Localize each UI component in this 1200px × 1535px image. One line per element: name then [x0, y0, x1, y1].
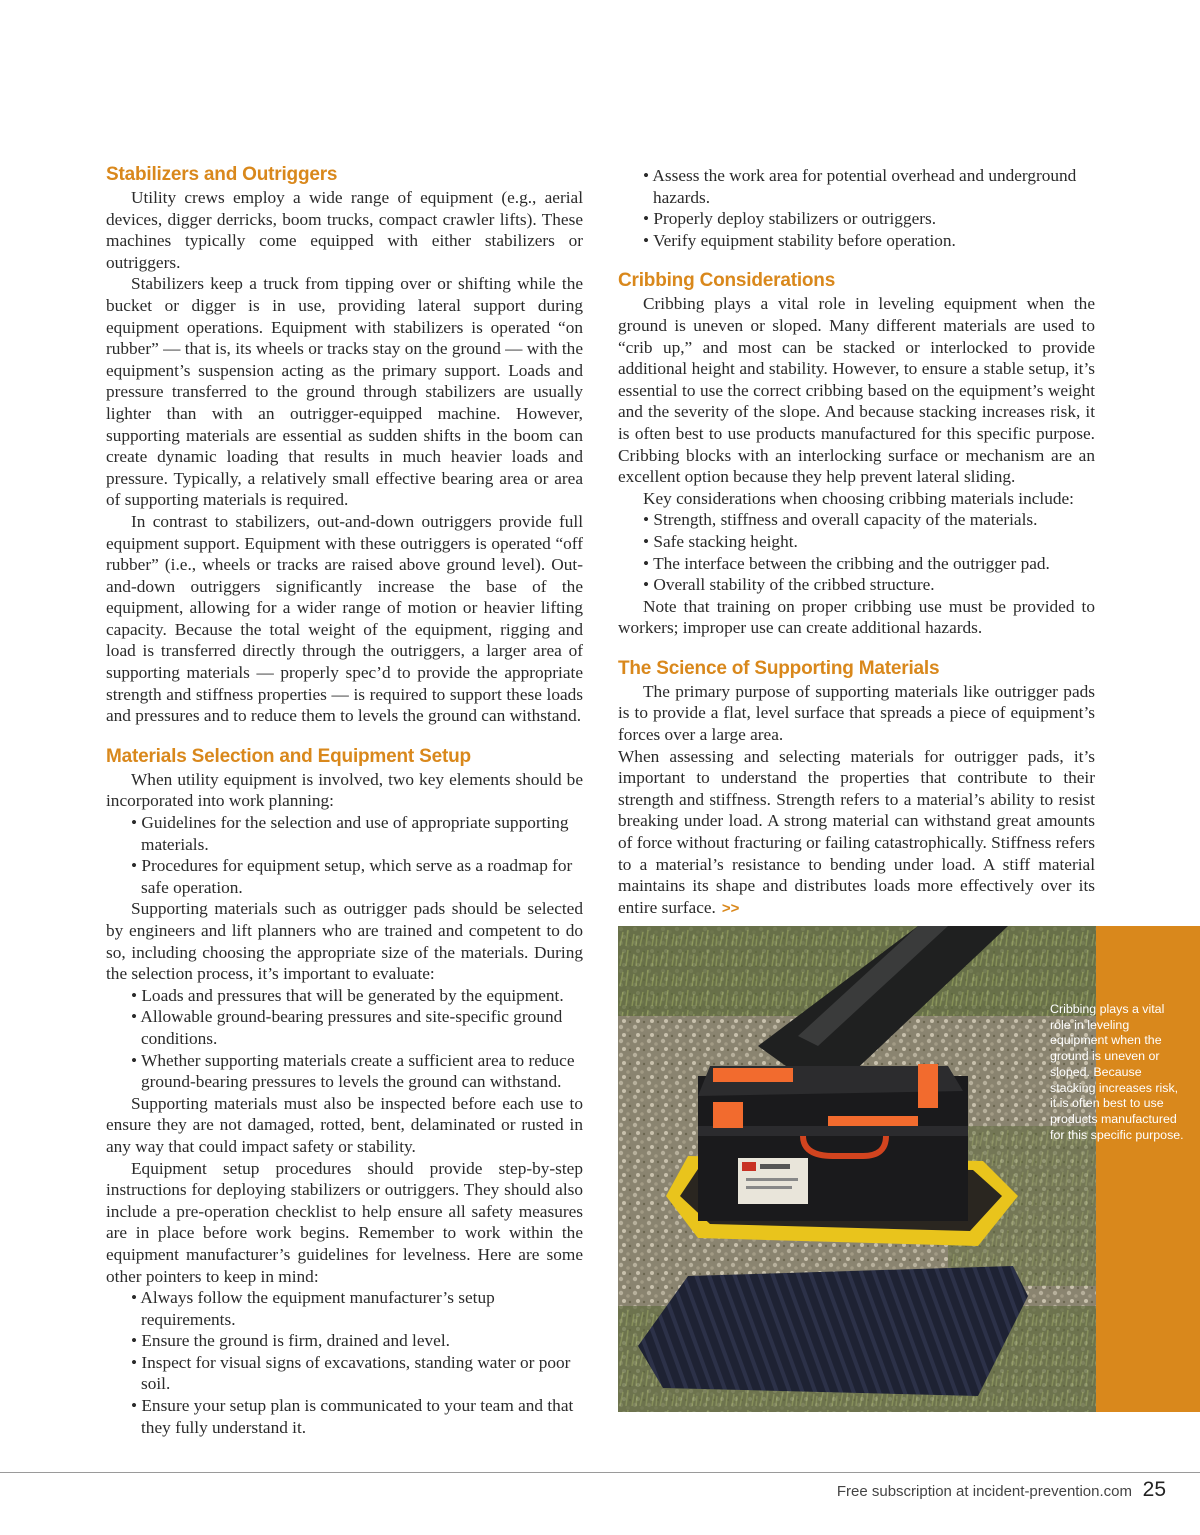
list-item: • Properly deploy stabilizers or outriggers. [618, 208, 1095, 230]
list-item: • Inspect for visual signs of excavations, standing water or poor soil. [106, 1352, 583, 1395]
photo-cribbing-outrigger [618, 926, 1096, 1412]
paragraph: Stabilizers keep a truck from tipping over or shifting while the bucket or digger is in use, providing lateral support during equipment operations. Equipment with stabilizers is operated “on rubber” — that is, its wheels or tracks stay on the ground — with the equipment’s suspension acting as the primary support. Loads and pressure transferred to the ground through stabilizers are usually lighter than with an outrigger-equipped machine. However, supporting materials are essential as sudden shifts in the boom can create dynamic loading that results in much heavier loads and pressure. Typically, a relatively small effective bearing area or area of supporting materials is required. [106, 274, 583, 510]
paragraph: In contrast to stabilizers, out-and-down outriggers provide full equipment support. Equipment with these outriggers is operated “off rubber” (i.e., wheels or tracks are raised above ground level). Out-and-down outriggers significantly increase the base of the equipment, allowing for a wider range of motion or heavier lifting capacity. Because the total weight of the equipment, rigging and load is transferred directly through the outriggers, a larger area of supporting materials — properly spec’d to provide the appropriate strength and stiffness properties — is required to support these loads and pressures and to reduce them to levels the ground can withstand. [106, 511, 583, 726]
paragraph: Supporting materials must also be inspected before each use to ensure they are not damaged, rotted, bent, delaminated or rusted in any way that could impact safety or stability. [106, 1093, 583, 1156]
paragraph: When assessing and selecting materials for outrigger pads, it’s important to understand the properties that contribute to their strength and stiffness. Strength refers to a material’s ability to resist breaking under load. A strong material can withstand great amounts of force without fracturing or failing catastrophically. Stiffness refers to a material’s resistance to bending under load. A stiff material maintains its shape and distributes loads more effectively over its entire surface. [618, 746, 1095, 917]
list-item: • The interface between the cribbing and the outrigger pad. [618, 553, 1095, 575]
paragraph: The primary purpose of supporting materials like outrigger pads is to provide a flat, level surface that spreads a piece of equipment’s forces over a large area. [618, 681, 1095, 745]
list-item: • Allowable ground-bearing pressures and site-specific ground conditions. [106, 1006, 583, 1049]
paragraph: Equipment setup procedures should provide step-by-step instructions for deploying stabilizers or outriggers. They should also include a pre-operation checklist to help ensure all safety measures are in place before work begins. Remember to work within the equipment manufacturer’s guidelines for levelness. Here are some other pointers to keep in mind: [106, 1158, 583, 1286]
paragraph: Utility crews employ a wide range of equipment (e.g., aerial devices, digger derricks, boom trucks, compact crawler lifts). These machines typically come equipped with either stabilizers or outriggers. [106, 188, 583, 272]
continue-arrow: >> [721, 899, 740, 917]
bullet-list [106, 812, 583, 898]
list-item: • Safe stacking height. [618, 531, 1095, 553]
caption-panel [1096, 926, 1200, 1412]
footer-subscription-text: Free subscription at incident-prevention.com [836, 1483, 1132, 1500]
paragraph: Key considerations when choosing cribbing materials include: [643, 488, 1074, 508]
paragraph: Cribbing plays a vital role in leveling equipment when the ground is uneven or sloped. Many different materials are used to “crib up,” and most can be stacked or interlocked to provide additional height and stability. However, to ensure a stable setup, it’s essential to use the correct cribbing based on the equipment’s weight and the severity of the slope. And because stacking increases risk, it is often best to use products manufactured for this specific purpose. Cribbing blocks with an interlocking surface or mechanism are an excellent option because they help prevent lateral sliding. [618, 294, 1095, 487]
left-column [106, 163, 583, 1438]
list-item: • Guidelines for the selection and use of appropriate supporting materials. [106, 812, 583, 855]
paragraph: When utility equipment is involved, two key elements should be incorporated into work planning: [106, 769, 583, 811]
section-heading-cribbing: Cribbing Considerations [618, 270, 836, 292]
list-item: • Assess the work area for potential overhead and underground hazards. [618, 165, 1095, 208]
paragraph: Supporting materials such as outrigger pads should be selected by engineers and lift planners who are trained and competent to do so, including choosing the appropriate size of the materials. During the selection process, it’s important to evaluate: [106, 899, 583, 984]
footer-divider [0, 1472, 1200, 1473]
photo-illustration [618, 926, 1096, 1412]
bullet-list [618, 509, 1095, 595]
bullet-list [618, 165, 1095, 251]
photo-caption: Cribbing plays a vital role in leveling equipment when the ground is uneven or sloped. Because stacking increases risk, it is often best to use products manufactured for this specific purpose. [1050, 1002, 1184, 1142]
right-column [618, 163, 1095, 919]
section-heading-materials: Materials Selection and Equipment Setup [106, 745, 471, 767]
list-item: • Overall stability of the cribbed structure. [618, 574, 1095, 596]
list-item: • Verify equipment stability before operation. [618, 230, 1095, 252]
list-item: • Ensure your setup plan is communicated to your team and that they fully understand it. [106, 1395, 583, 1438]
list-item: • Ensure the ground is firm, drained and level. [106, 1330, 583, 1352]
paragraph: Note that training on proper cribbing use must be provided to workers; improper use can create additional hazards. [618, 596, 1095, 638]
page-number: 25 [1142, 1478, 1166, 1501]
list-item: • Strength, stiffness and overall capacity of the materials. [618, 509, 1095, 531]
list-item: • Loads and pressures that will be generated by the equipment. [106, 985, 583, 1007]
section-heading-science: The Science of Supporting Materials [618, 657, 940, 679]
list-item: • Whether supporting materials create a sufficient area to reduce ground-bearing pressures to levels the ground can withstand. [106, 1050, 583, 1093]
list-item: • Always follow the equipment manufacturer’s setup requirements. [106, 1287, 583, 1330]
section-heading-stabilizers: Stabilizers and Outriggers [106, 164, 338, 185]
bullet-list [106, 1287, 583, 1438]
bullet-list [106, 985, 583, 1093]
list-item: • Procedures for equipment setup, which serve as a roadmap for safe operation. [106, 855, 583, 898]
